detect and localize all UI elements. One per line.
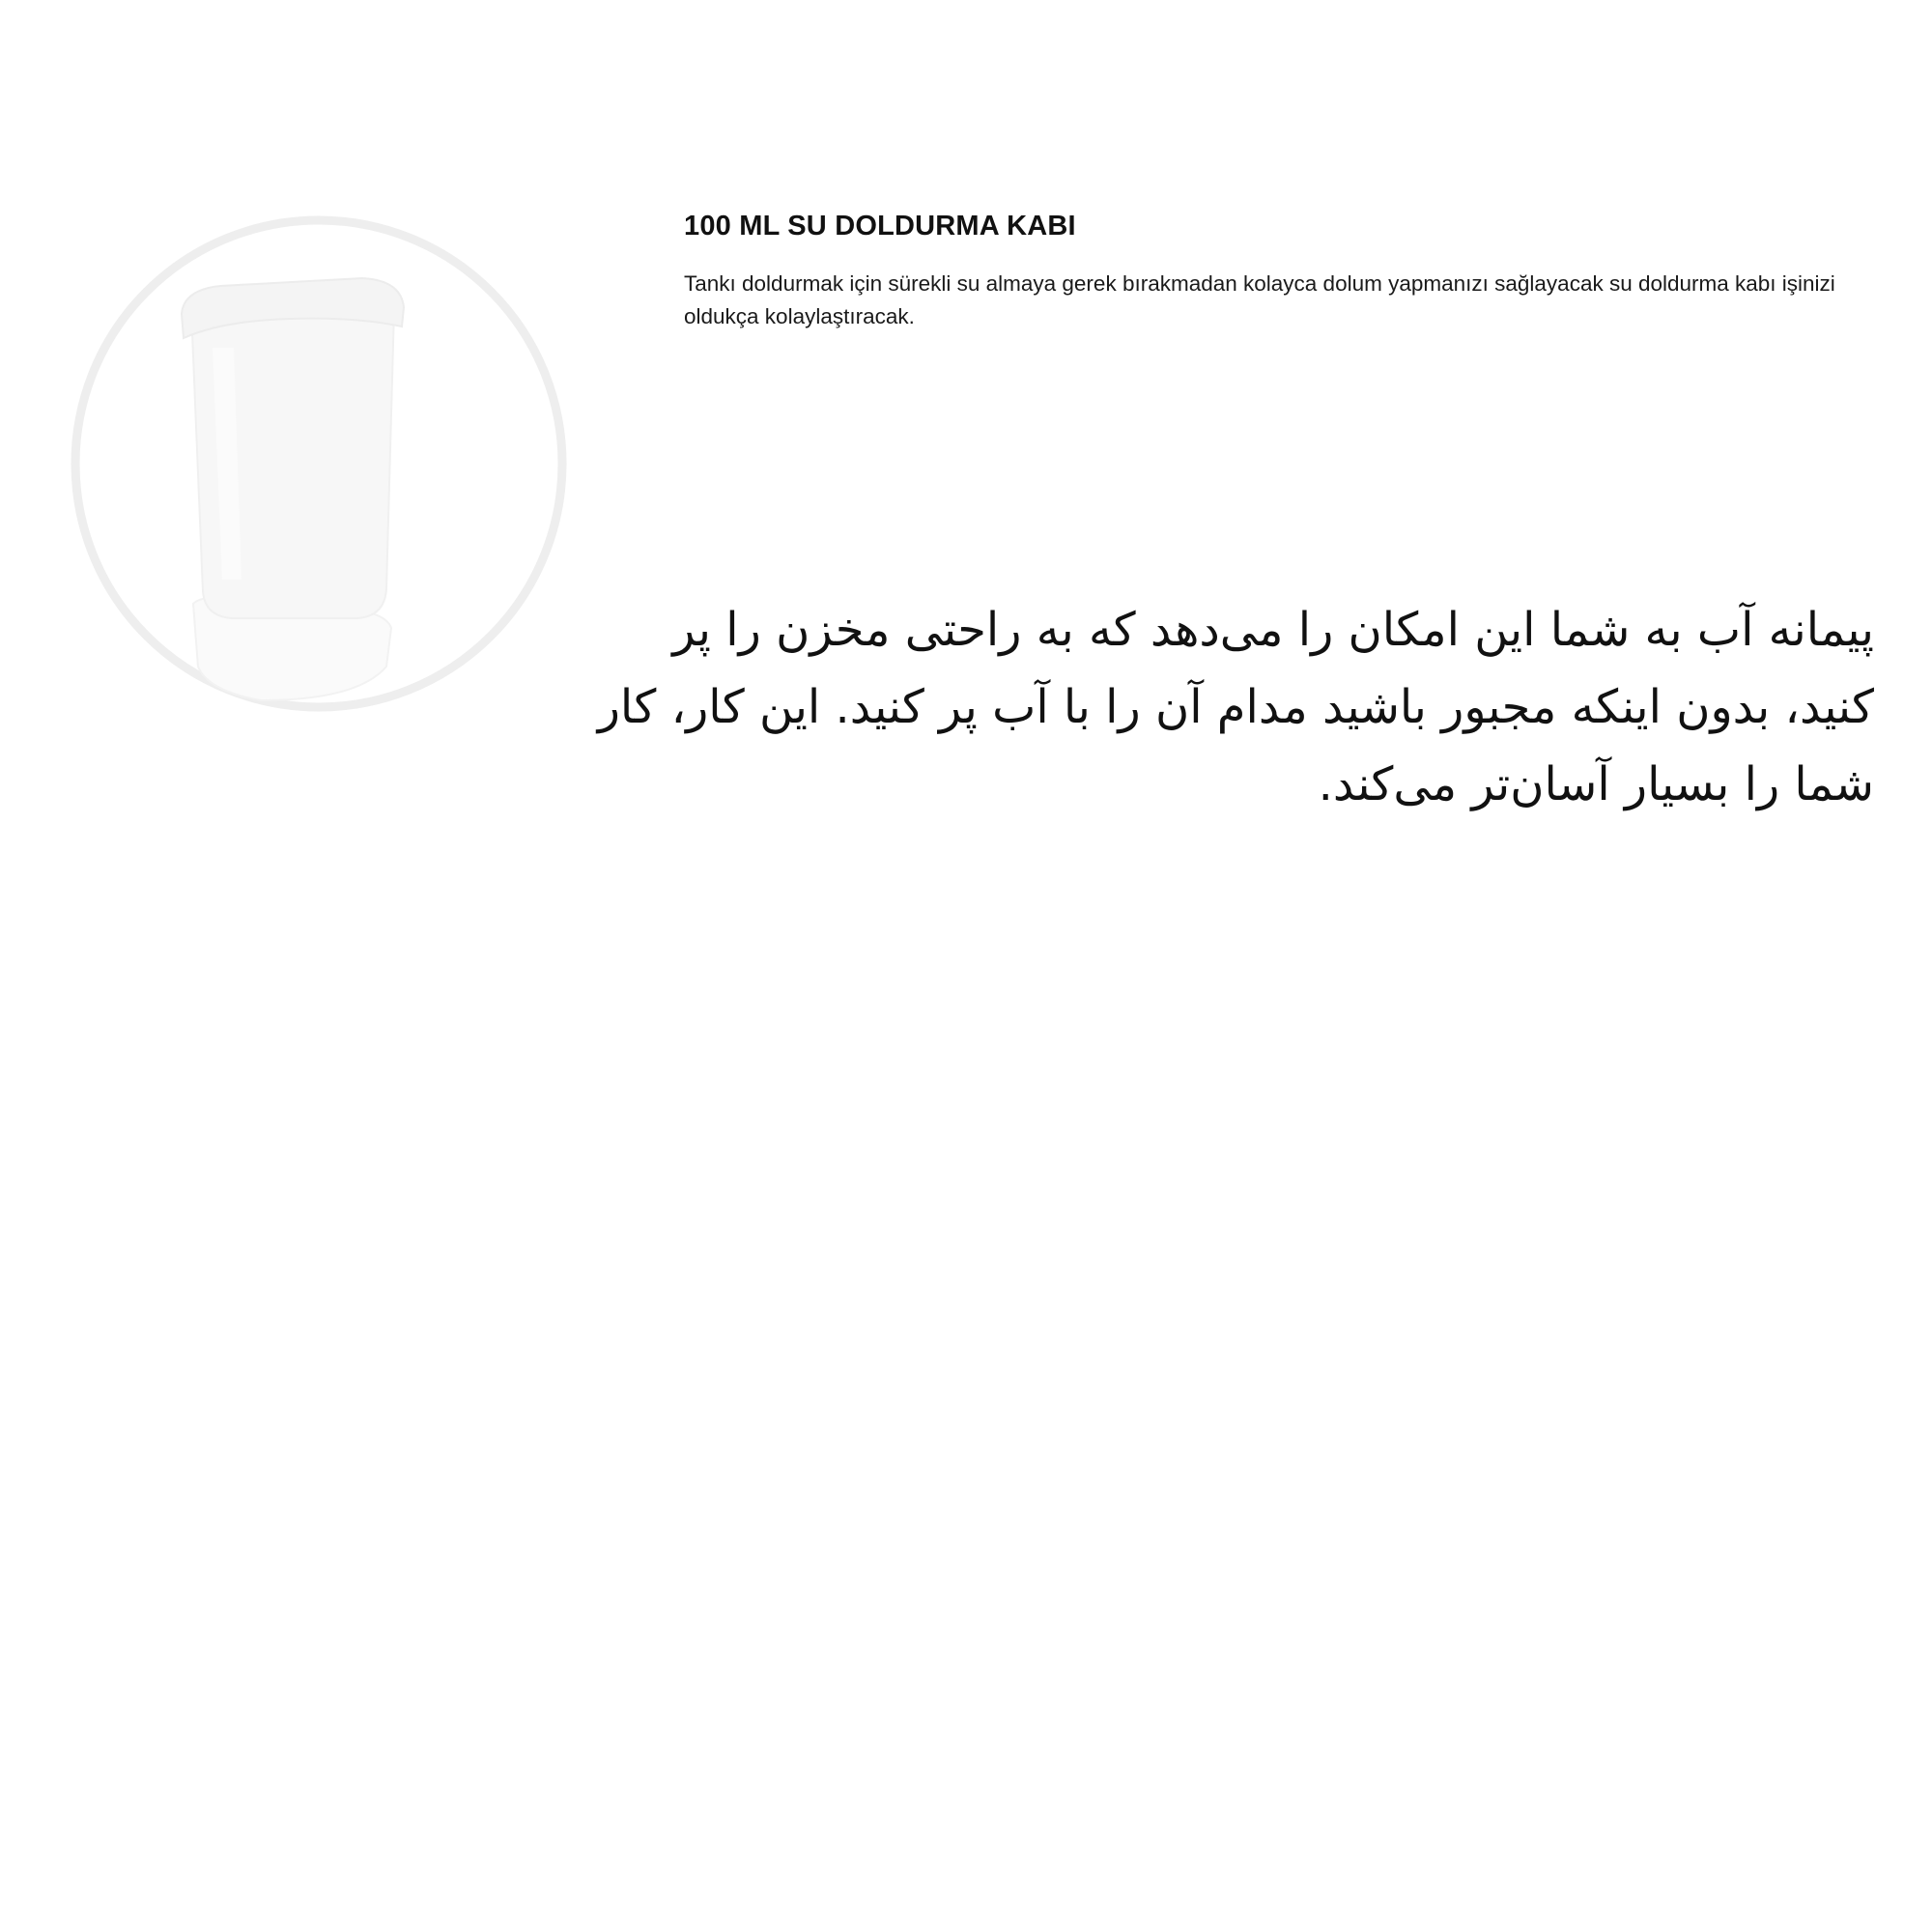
product-description-turkish: Tankı doldurmak için sürekli su almaya gerek bırakmadan kolayca dolum yapmanızı sağlayacak su doldurma kabı işinizi oldukça kolaylaştıracak.: [684, 271, 1835, 328]
water-container-icon: [68, 213, 570, 715]
product-description-persian: پیمانه آب به شما این امکان را می‌دهد که به راحتی مخزن را پر کنید، بدون اینکه مجبور باشید مدام آن را با آب پر کنید. این کار، کار شما را بسیار آسان‌تر می‌کند.: [597, 603, 1874, 811]
product-info-turkish: [684, 211, 1843, 333]
product-title: 100 ML SU DOLDURMA KABI: [684, 211, 1076, 242]
product-image: [68, 213, 570, 715]
